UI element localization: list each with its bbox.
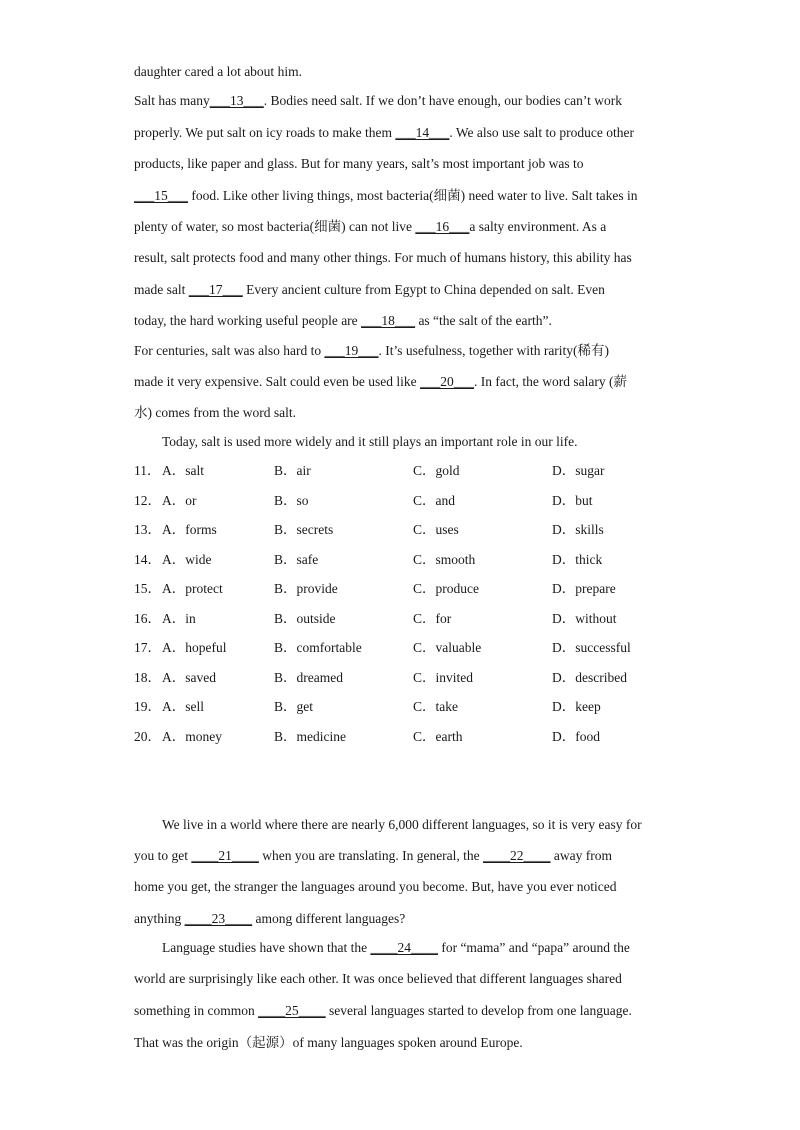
- passage1-line-1: daughter cared a lot about him.: [134, 64, 302, 79]
- option-a[interactable]: A．in: [162, 611, 196, 626]
- passage2-line-5: Language studies have shown that the ____24____ for “mama” and “papa” around the: [162, 940, 630, 955]
- option-a[interactable]: A．salt: [162, 463, 204, 478]
- passage2-line-3: home you get, the stranger the languages around you become. But, have you ever noticed: [134, 879, 617, 894]
- passage1-line-11: made it very expensive. Salt could even be used like ___20___. In fact, the word salary (薪: [134, 374, 627, 389]
- question-number: 12．: [134, 493, 161, 508]
- passage2-line-1: We live in a world where there are nearly 6,000 different languages, so it is very easy for: [162, 817, 642, 832]
- passage2-line-4: anything ____23____ among different languages?: [134, 911, 406, 926]
- option-a[interactable]: A．saved: [162, 670, 216, 685]
- passage1-line-8: made salt ___17___ Every ancient culture from Egypt to China depended on salt. Even: [134, 282, 605, 297]
- question-number: 16．: [134, 611, 161, 626]
- question-number: 17．: [134, 640, 161, 655]
- option-d[interactable]: D．described: [552, 670, 627, 685]
- option-d[interactable]: D．sugar: [552, 463, 605, 478]
- blank-25: ____25____: [258, 1003, 326, 1018]
- passage1-closing: Today, salt is used more widely and it still plays an important role in our life.: [162, 434, 578, 449]
- option-d[interactable]: D．without: [552, 611, 617, 626]
- question-number: 18．: [134, 670, 161, 685]
- option-b[interactable]: B．comfortable: [274, 640, 362, 655]
- passage1-line-7: result, salt protects food and many other things. For much of humans history, this ability has: [134, 250, 632, 265]
- option-b[interactable]: B．provide: [274, 581, 338, 596]
- blank-13: ___13___: [209, 93, 264, 108]
- blank-23: ____23____: [184, 911, 253, 926]
- option-b[interactable]: B．dreamed: [274, 670, 343, 685]
- option-c[interactable]: C．smooth: [413, 552, 476, 567]
- option-b[interactable]: B．so: [274, 493, 309, 508]
- passage1-line-4: products, like paper and glass. But for many years, salt’s most important job was to: [134, 156, 584, 171]
- option-c[interactable]: C．for: [413, 611, 452, 626]
- question-number: 15．: [134, 581, 161, 596]
- option-c[interactable]: C．invited: [413, 670, 473, 685]
- option-b[interactable]: B．safe: [274, 552, 319, 567]
- option-b[interactable]: B．medicine: [274, 729, 346, 744]
- blank-15: ___15___: [134, 188, 188, 203]
- option-c[interactable]: C．take: [413, 699, 458, 714]
- passage1-line-2: Salt has many___13___. Bodies need salt. If we don’t have enough, our bodies can’t work: [134, 93, 623, 108]
- option-b[interactable]: B．air: [274, 463, 311, 478]
- option-d[interactable]: D．successful: [552, 640, 631, 655]
- option-b[interactable]: B．get: [274, 699, 313, 714]
- passage1-line-9: today, the hard working useful people are ___18___ as “the salt of the earth”.: [134, 313, 552, 328]
- passage2-line-8: That was the origin（起源）of many languages spoken around Europe.: [134, 1035, 523, 1050]
- passage1-line-5: ___15___ food. Like other living things, most bacteria(细菌) need water to live. Salt takes in: [134, 188, 638, 203]
- blank-18: ___18___: [361, 313, 416, 328]
- blank-22: ____22____: [483, 848, 551, 863]
- blank-20: ___20___: [420, 374, 475, 389]
- option-a[interactable]: A．money: [162, 729, 222, 744]
- option-d[interactable]: D．skills: [552, 522, 604, 537]
- option-a[interactable]: A．wide: [162, 552, 212, 567]
- option-a[interactable]: A．or: [162, 493, 197, 508]
- option-d[interactable]: D．keep: [552, 699, 601, 714]
- option-a[interactable]: A．forms: [162, 522, 217, 537]
- question-number: 19．: [134, 699, 161, 714]
- option-b[interactable]: B．secrets: [274, 522, 334, 537]
- blank-14: ___14___: [395, 125, 450, 140]
- option-d[interactable]: D．prepare: [552, 581, 616, 596]
- passage1-line-12: 水) comes from the word salt.: [134, 405, 296, 420]
- passage2-line-2: you to get ____21____ when you are translating. In general, the ____22____ away from: [134, 848, 613, 863]
- option-d[interactable]: D．but: [552, 493, 593, 508]
- question-number: 13．: [134, 522, 161, 537]
- blank-16: ___16___: [415, 219, 470, 234]
- option-c[interactable]: C．valuable: [413, 640, 482, 655]
- option-c[interactable]: C．uses: [413, 522, 459, 537]
- question-number: 20．: [134, 729, 161, 744]
- option-c[interactable]: C．and: [413, 493, 455, 508]
- blank-24: ____24____: [370, 940, 438, 955]
- option-c[interactable]: C．earth: [413, 729, 463, 744]
- option-a[interactable]: A．protect: [162, 581, 223, 596]
- blank-19: ___19___: [324, 343, 379, 358]
- passage1-line-6: plenty of water, so most bacteria(细菌) can not live ___16___a salty environment. As a: [134, 219, 607, 234]
- option-a[interactable]: A．sell: [162, 699, 204, 714]
- blank-17: ___17___: [188, 282, 243, 297]
- passage2-line-6: world are surprisingly like each other. It was once believed that different languages shared: [134, 971, 622, 986]
- option-d[interactable]: D．thick: [552, 552, 603, 567]
- option-c[interactable]: C．gold: [413, 463, 460, 478]
- passage1-line-3: properly. We put salt on icy roads to make them ___14___. We also use salt to produce other: [134, 125, 634, 140]
- question-number: 14．: [134, 552, 161, 567]
- passage1-line-10: For centuries, salt was also hard to ___19___. It’s usefulness, together with rarity(稀有): [134, 343, 610, 358]
- option-d[interactable]: D．food: [552, 729, 600, 744]
- passage2-line-7: something in common ____25____ several languages started to develop from one language.: [134, 1003, 632, 1018]
- option-a[interactable]: A．hopeful: [162, 640, 227, 655]
- blank-21: ____21____: [191, 848, 259, 863]
- option-b[interactable]: B．outside: [274, 611, 336, 626]
- option-c[interactable]: C．produce: [413, 581, 479, 596]
- question-number: 11．: [134, 463, 161, 478]
